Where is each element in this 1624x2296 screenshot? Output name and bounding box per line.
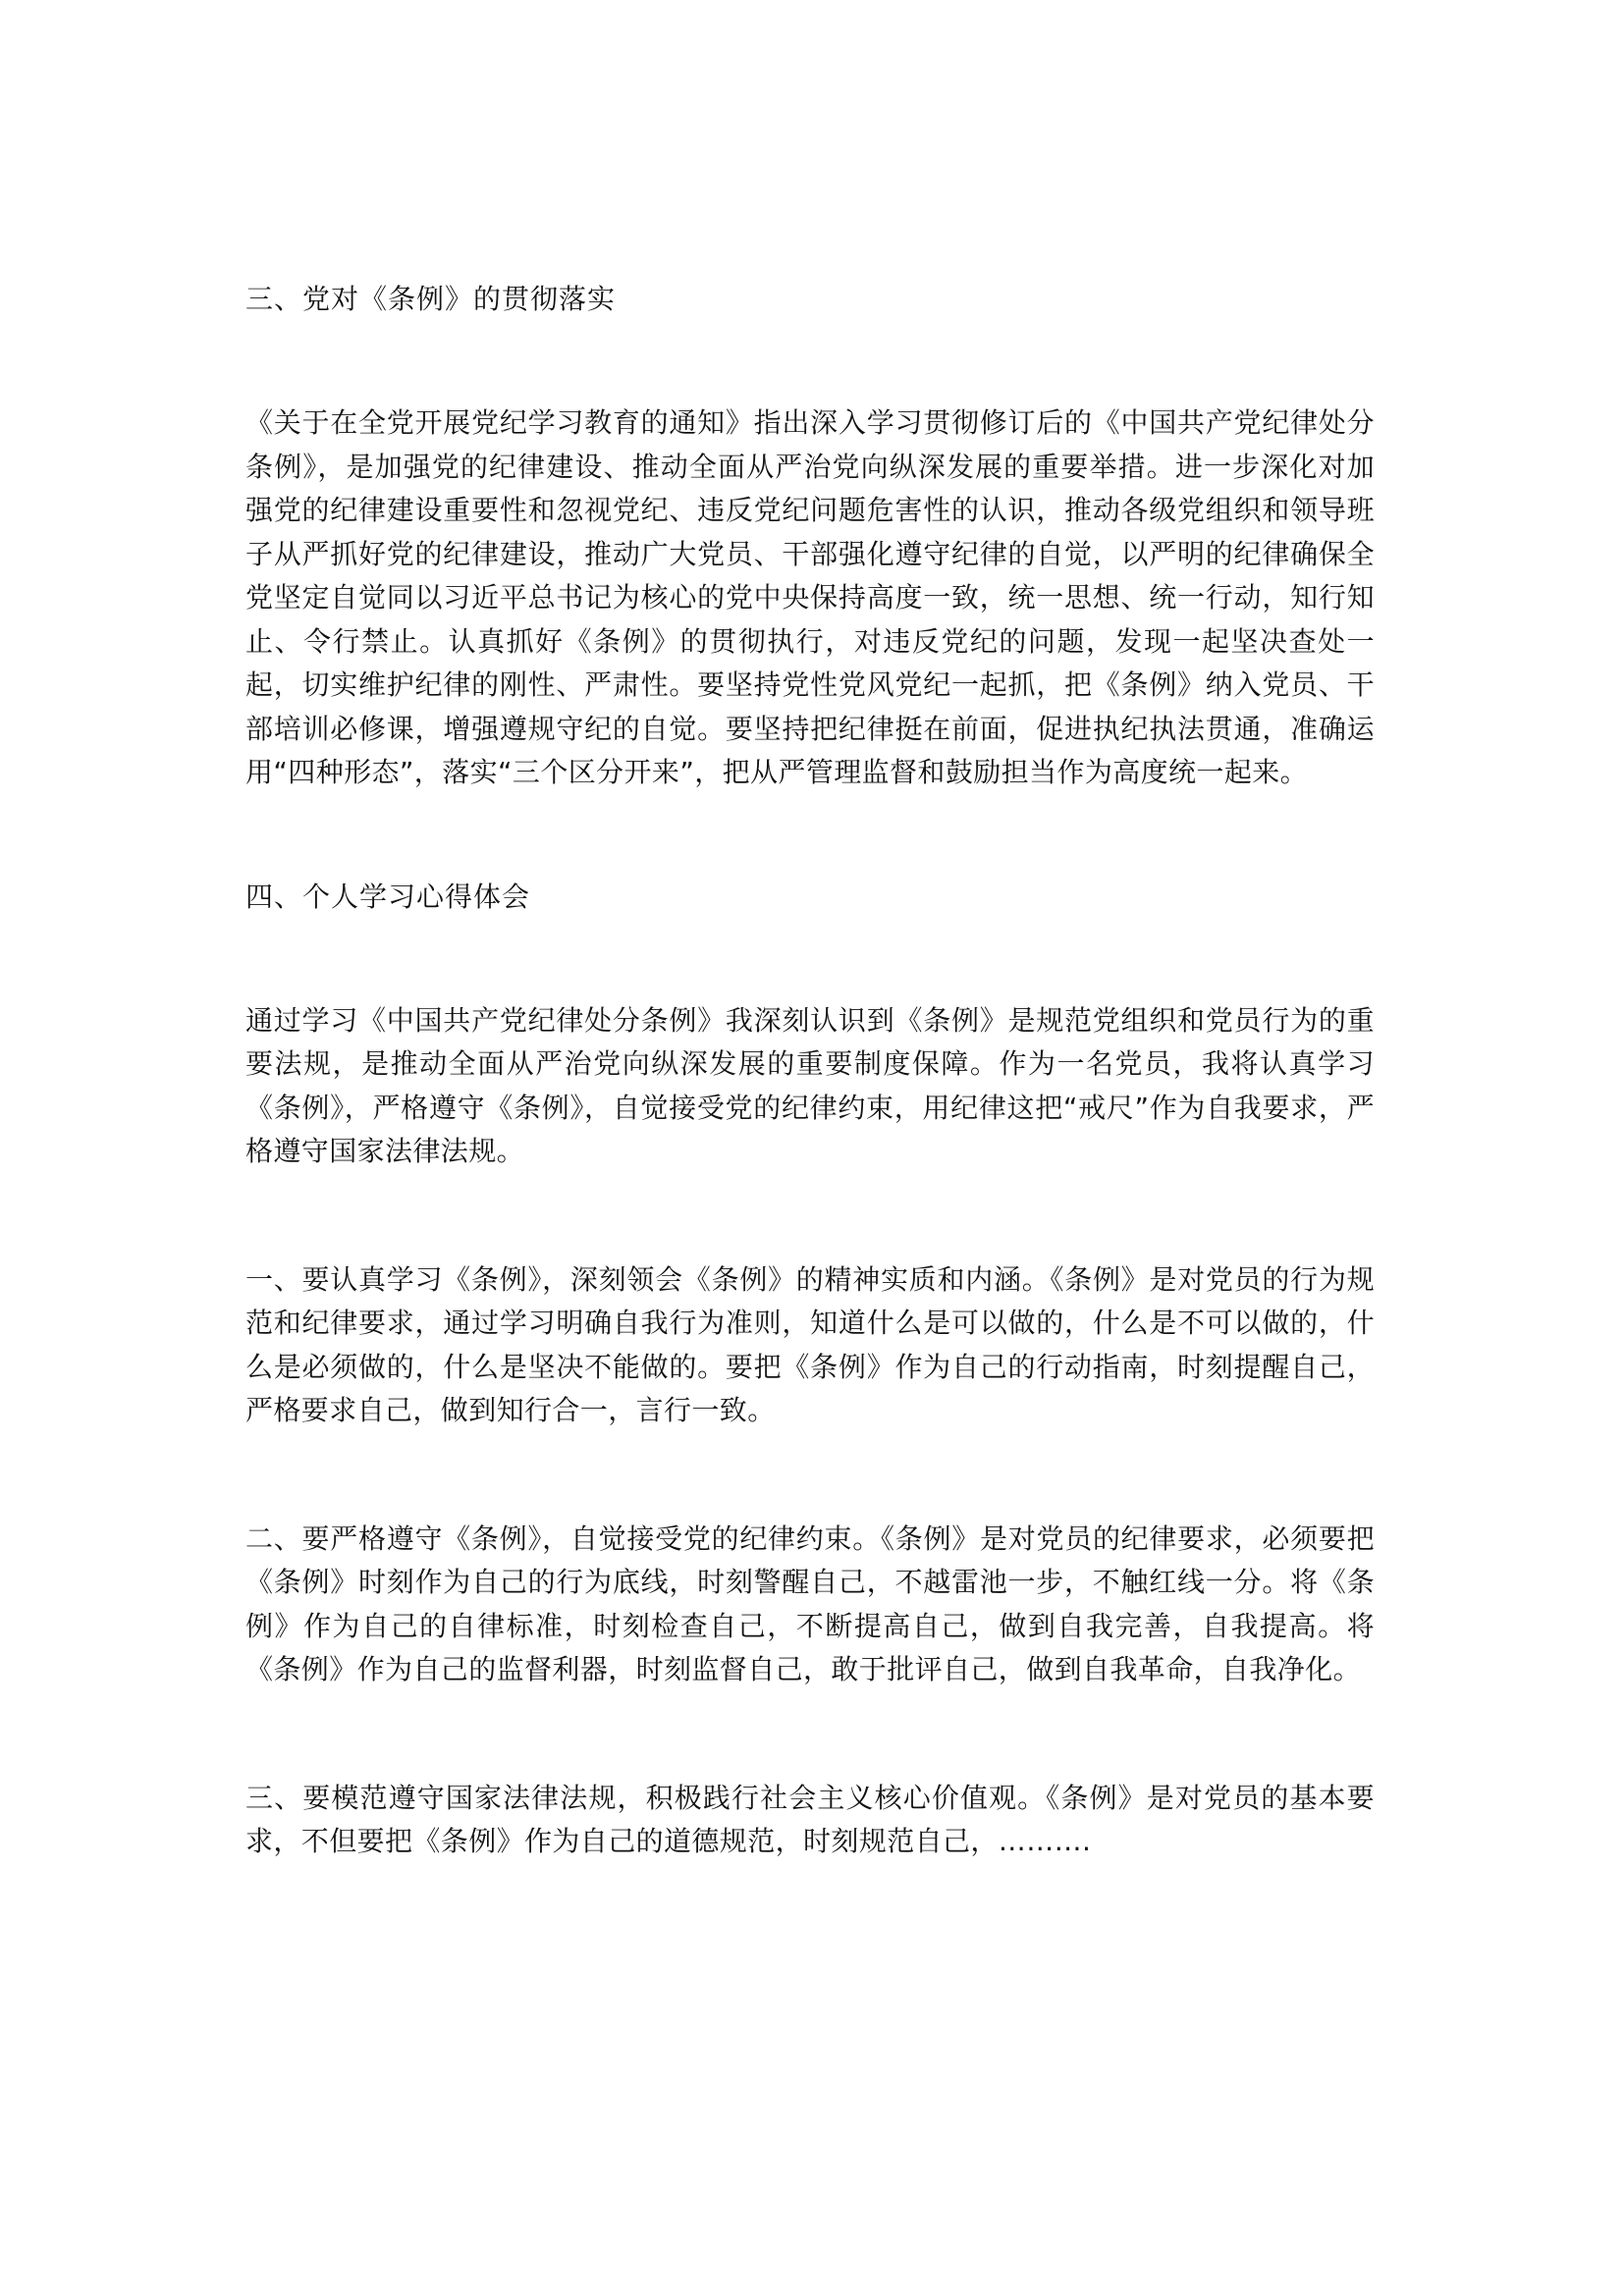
spacer <box>245 321 1375 401</box>
spacer <box>245 1433 1375 1518</box>
spacer <box>245 1692 1375 1777</box>
document-page <box>245 278 1375 1864</box>
section-heading-implementation: 三、党对《条例》的贯彻落实 <box>245 283 617 315</box>
paragraph-point-three: 三、要模范遵守国家法律法规，积极践行社会主义核心价值观。《条例》是对党员的基本要求，不但要把《条例》作为自己的道德规范，时刻规范自己，………. <box>245 1781 1375 1857</box>
spacer <box>245 795 1375 876</box>
paragraph-point-one: 一、要认真学习《条例》，深刻领会《条例》的精神实质和内涵。《条例》是对党员的行为规范和纪律要求，通过学习明确自我行为准则，知道什么是可以做的，什么是不可以做的，什么是必须做的，什么是坚决不能做的。要把《条例》作为自己的行动指南，时刻提醒自己，严格要求自己，做到知行合一，言行一致。 <box>245 1262 1375 1426</box>
spacer <box>245 919 1375 999</box>
paragraph-implementation: 《关于在全党开展党纪学习教育的通知》指出深入学习贯彻修订后的《中国共产党纪律处分条例》，是加强党的纪律建设、推动全面从严治党向纵深发展的重要举措。进一步深化对加强党的纪律建设重要性和忽视党纪、违反党纪问题危害性的认识，推动各级党组织和领导班子从严抓好党的纪律建设，推动广大党员、干部强化遵守纪律的自觉，以严明的纪律确保全党坚定自觉同以习近平总书记为核心的党中央保持高度一致，统一思想、统一行动，知行知止、令行禁止。认真抓好《条例》的贯彻执行，对违反党纪的问题，发现一起坚决查处一起，切实维护纪律的刚性、严肃性。要坚持党性党风党纪一起抓，把《条例》纳入党员、干部培训必修课，增强遵规守纪的自觉。要坚持把纪律挺在前面，促进执纪执法贯通，准确运用“四种形态”，落实“三个区分开来”，把从严管理监督和鼓励担当作为高度统一起来。 <box>245 406 1375 788</box>
spacer <box>245 1174 1375 1258</box>
section-heading-personal-reflection: 四、个人学习心得体会 <box>245 880 531 913</box>
paragraph-reflection-intro: 通过学习《中国共产党纪律处分条例》我深刻认识到《条例》是规范党组织和党员行为的重要法规，是推动全面从严治党向纵深发展的重要制度保障。作为一名党员，我将认真学习《条例》，严格遵守《条例》，自觉接受党的纪律约束，用纪律这把“戒尺”作为自我要求，严格遵守国家法律法规。 <box>245 1003 1375 1167</box>
paragraph-point-two: 二、要严格遵守《条例》，自觉接受党的纪律约束。《条例》是对党员的纪律要求，必须要把《条例》时刻作为自己的行为底线，时刻警醒自己，不越雷池一步，不触红线一分。将《条例》作为自己的自律标准，时刻检查自己，不断提高自己，做到自我完善，自我提高。将《条例》作为自己的监督利器，时刻监督自己，敢于批评自己，做到自我革命，自我净化。 <box>245 1522 1375 1685</box>
